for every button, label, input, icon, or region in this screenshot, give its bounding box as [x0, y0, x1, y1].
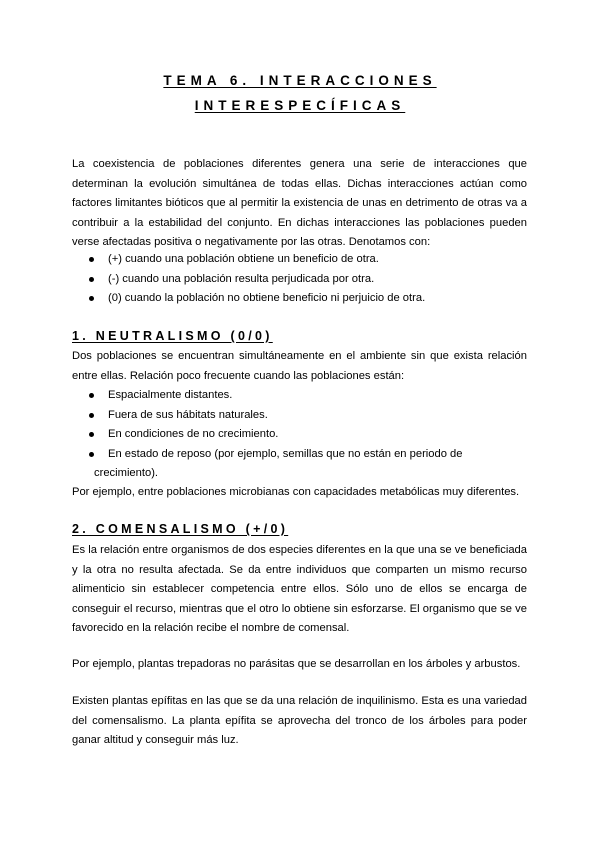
epifitas-line: del comensalismo. La planta epífita se aprovecha del tronco de los árboles para poder — [72, 714, 527, 727]
section-1-line: entre ellas. Relación poco frecuente cuando las poblaciones están: — [72, 369, 405, 382]
section-2-line: Es la relación entre organismos de dos especies diferentes en la que una se ve beneficiada — [72, 544, 527, 556]
bullet-icon — [89, 296, 94, 301]
document-title-line-2: INTERESPECÍFICAS — [194, 98, 406, 113]
document-title-line-1: TEMA 6. INTERACCIONES — [163, 73, 437, 88]
bullet-icon — [89, 432, 94, 437]
section-2-line: favorecido en la relación recibe el nombre de comensal. — [72, 622, 350, 634]
list-item-text: En condiciones de no crecimiento. — [108, 428, 279, 440]
section-2-paragraph — [72, 541, 527, 639]
bullet-icon — [89, 452, 94, 457]
intro-line: factores limitantes bióticos que al permitir la existencia de unas en detrimento de otras va a — [72, 197, 527, 209]
list-item — [72, 425, 527, 445]
intro-line: La coexistencia de poblaciones diferentes genera una serie de interacciones que — [72, 158, 527, 170]
section-1-bullet-list — [72, 386, 527, 484]
epifitas-line: ganar altitud y conseguir más luz. — [72, 734, 239, 746]
section-2-line: conseguir el recurso, mientras que el otro lo obtiene sin esforzarse. El organismo que se ve — [72, 602, 527, 615]
list-item-text: (-) cuando una población resulta perjudicada por otra. — [108, 272, 375, 285]
intro-paragraph — [72, 155, 527, 253]
section-2-line: y la otra no resulta afectada. Se da entre individuos que comparten un mismo recurso — [72, 563, 527, 576]
intro-line: contribuir a la estabilidad del conjunto. En dichas interacciones las poblaciones pueden — [72, 216, 527, 229]
list-item — [72, 386, 527, 406]
list-item-text: (0) cuando la población no obtiene beneficio ni perjuicio de otra. — [108, 292, 426, 304]
list-item — [72, 270, 527, 290]
epifitas-line: Existen plantas epífitas en las que se da una relación de inquilinismo. Esta es una variedad — [72, 695, 527, 707]
section-2-line: alimenticio sin establecer competencia entre ellos. Sólo uno de ellos se encarga de — [72, 583, 527, 595]
intro-line: verse afectadas positiva o negativamente por las otras. Denotamos con: — [72, 236, 431, 248]
list-item-text: Fuera de sus hábitats naturales. — [108, 408, 268, 421]
epifitas-paragraph — [72, 692, 527, 751]
bullet-icon — [89, 257, 94, 262]
list-item — [72, 250, 527, 270]
bullet-icon — [89, 413, 94, 418]
list-item — [72, 289, 527, 309]
section-1-line: Dos poblaciones se encuentran simultáneamente en el ambiente sin que exista relación — [72, 350, 527, 362]
bullet-icon — [89, 277, 94, 282]
intro-bullet-list — [72, 250, 527, 309]
intro-line: determinan la evolución simultánea de todas ellas. Dichas interacciones actúan como — [72, 177, 527, 190]
list-item-text: (+) cuando una población obtiene un beneficio de otra. — [108, 253, 379, 265]
section-1-heading: 1. NEUTRALISMO (0/0) — [72, 329, 273, 343]
list-item — [72, 406, 527, 426]
list-item-text: Espacialmente distantes. — [108, 389, 233, 401]
section-2-example: Por ejemplo, plantas trepadoras no parásitas que se desarrollan en los árboles y arbustos. — [72, 658, 521, 670]
list-item-text: En estado de reposo (por ejemplo, semillas que no están en periodo de crecimiento). — [94, 447, 463, 479]
bullet-icon — [89, 393, 94, 398]
section-1-paragraph — [72, 347, 527, 386]
section-1-example: Por ejemplo, entre poblaciones microbianas con capacidades metabólicas muy diferentes. — [72, 486, 520, 498]
list-item — [72, 445, 527, 484]
section-2-heading: 2. COMENSALISMO (+/0) — [72, 522, 289, 536]
